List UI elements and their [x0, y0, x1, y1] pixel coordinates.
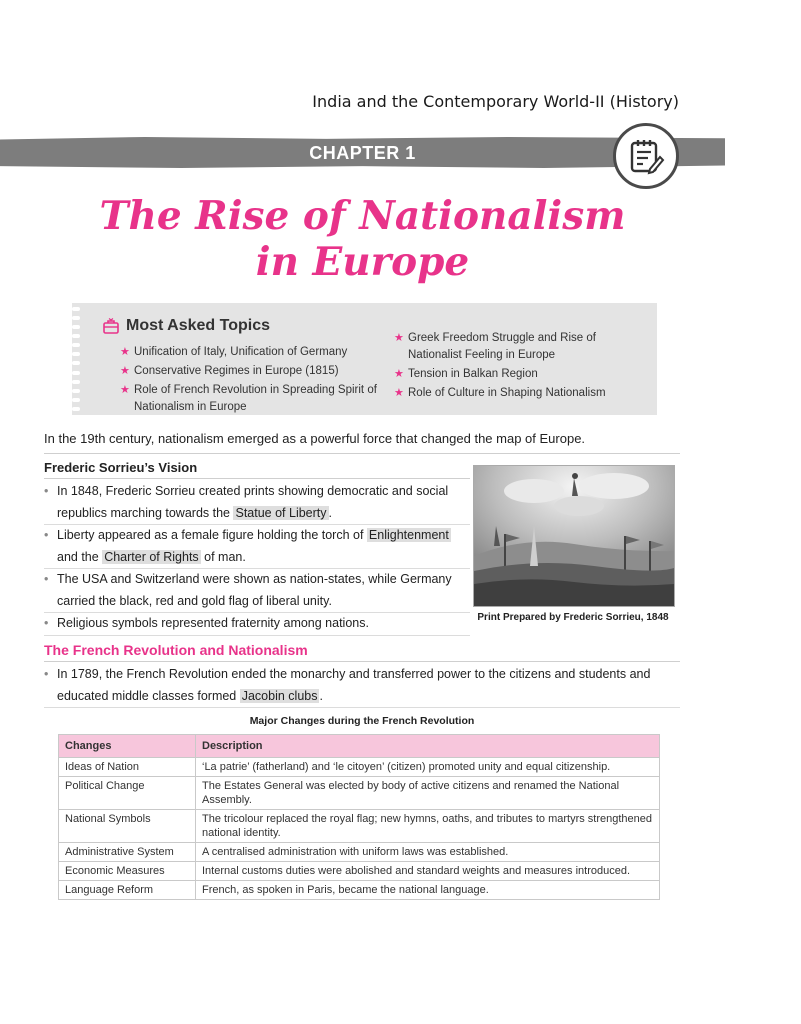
image-caption: Print Prepared by Frederic Sorrieu, 1848: [477, 612, 669, 623]
divider: [44, 453, 680, 454]
sorrieu-print-image: [473, 465, 675, 607]
section-heading-vision: Frederic Sorrieu’s Vision: [44, 460, 198, 475]
list-item: • The USA and Switzerland were shown as nation-states, while Germany carried the black, red and gold flag of liberal unity.: [44, 569, 470, 613]
table-cell: Language Reform: [59, 881, 196, 900]
list-item: • Liberty appeared as a female figure holding the torch of Enlightenment and the Charter of Rights of man.: [44, 525, 470, 569]
table-cell: National Symbols: [59, 810, 196, 843]
table-cell: Ideas of Nation: [59, 758, 196, 777]
table-title: Major Changes during the French Revolution: [249, 715, 475, 727]
topic-item: ★ Conservative Regimes in Europe (1815): [120, 363, 385, 380]
book-title: India and the Contemporary World-II (History): [312, 92, 679, 111]
notepad-pencil-icon: [626, 136, 666, 176]
list-item: • In 1789, the French Revolution ended the monarchy and transferred power to the citizens and students and educated middle classes formed Jacobin clubs .: [44, 664, 680, 708]
topic-item: ★ Role of French Revolution in Spreading Spirit of Nationalism in Europe: [120, 384, 377, 413]
french-revolution-bullet-list: [44, 664, 680, 708]
table-row: [59, 777, 660, 810]
topics-heading-text: Most Asked Topics: [126, 317, 271, 334]
table-cell: Internal customs duties were abolished and standard weights and measures introduced.: [196, 862, 660, 881]
list-item: • In 1848, Frederic Sorrieu created prints showing democratic and social republics marching towards the Statue of Liberty .: [44, 481, 470, 525]
divider: [44, 661, 680, 662]
table-header-row: [59, 735, 660, 758]
vision-bullet-list: [44, 481, 470, 636]
chapter-title: [0, 193, 725, 285]
table-cell: The tricolour replaced the royal flag; new hymns, oaths, and tributes to martyrs strengthened national identity.: [196, 810, 660, 843]
table-cell: ‘La patrie’ (fatherland) and ‘le citoyen’ (citizen) promoted unity and equal citizenship.: [196, 758, 660, 777]
column-header-changes: Changes: [59, 735, 196, 758]
topic-item: ★ Tension in Balkan Region: [394, 366, 649, 383]
highlight-term: Jacobin clubs: [241, 688, 318, 703]
topics-left-list: [120, 344, 385, 418]
topic-item: ★ Greek Freedom Struggle and Rise of Nationalist Feeling in Europe: [394, 332, 596, 361]
table-cell: Economic Measures: [59, 862, 196, 881]
chapter-label: CHAPTER 1: [309, 143, 416, 163]
briefcase-icon: [102, 317, 120, 335]
divider: [44, 478, 470, 479]
table-row: [59, 881, 660, 900]
bullet-dot-icon: •: [44, 484, 49, 498]
list-item: • Religious symbols represented fraternity among nations.: [44, 613, 470, 636]
star-icon: ★: [394, 387, 404, 399]
table-cell: The Estates General was elected by body of active citizens and renamed the National Assembly.: [196, 777, 660, 810]
table-row: [59, 758, 660, 777]
topics-heading: [102, 317, 270, 335]
section-heading-french-revolution: The French Revolution and Nationalism: [44, 642, 308, 658]
star-icon: ★: [394, 332, 404, 344]
table-row: [59, 810, 660, 843]
table-cell: Administrative System: [59, 843, 196, 862]
bullet-dot-icon: •: [44, 528, 49, 542]
bullet-dot-icon: •: [44, 616, 49, 630]
topic-item: ★ Unification of Italy, Unification of Germany: [120, 344, 385, 361]
table-cell: A centralised administration with uniform laws was established.: [196, 843, 660, 862]
most-asked-topics-box: [72, 303, 657, 415]
topics-right-list: [394, 330, 649, 404]
star-icon: ★: [120, 365, 130, 377]
bullet-dot-icon: •: [44, 667, 49, 681]
star-icon: ★: [120, 384, 130, 396]
chapter-icon-badge: [613, 123, 679, 189]
column-header-description: Description: [196, 735, 660, 758]
star-icon: ★: [394, 368, 404, 380]
chapter-title-line2: in Europe: [255, 239, 470, 285]
star-icon: ★: [120, 346, 130, 358]
highlight-term: Charter of Rights: [104, 549, 199, 564]
intro-paragraph: In the 19th century, nationalism emerged as a powerful force that changed the map of Europe.: [44, 431, 586, 446]
table-row: [59, 862, 660, 881]
highlight-term: Enlightenment: [368, 528, 449, 542]
bullet-dot-icon: •: [44, 572, 49, 586]
spiral-binding: [72, 307, 82, 411]
chapter-title-line1: The Rise of Nationalism: [99, 193, 626, 239]
changes-table: [58, 734, 660, 900]
table-cell: Political Change: [59, 777, 196, 810]
topic-item: ★ Role of Culture in Shaping Nationalism: [394, 385, 649, 402]
table-row: [59, 843, 660, 862]
table-cell: French, as spoken in Paris, became the national language.: [196, 881, 660, 900]
highlight-term: Statue of Liberty: [235, 505, 327, 520]
